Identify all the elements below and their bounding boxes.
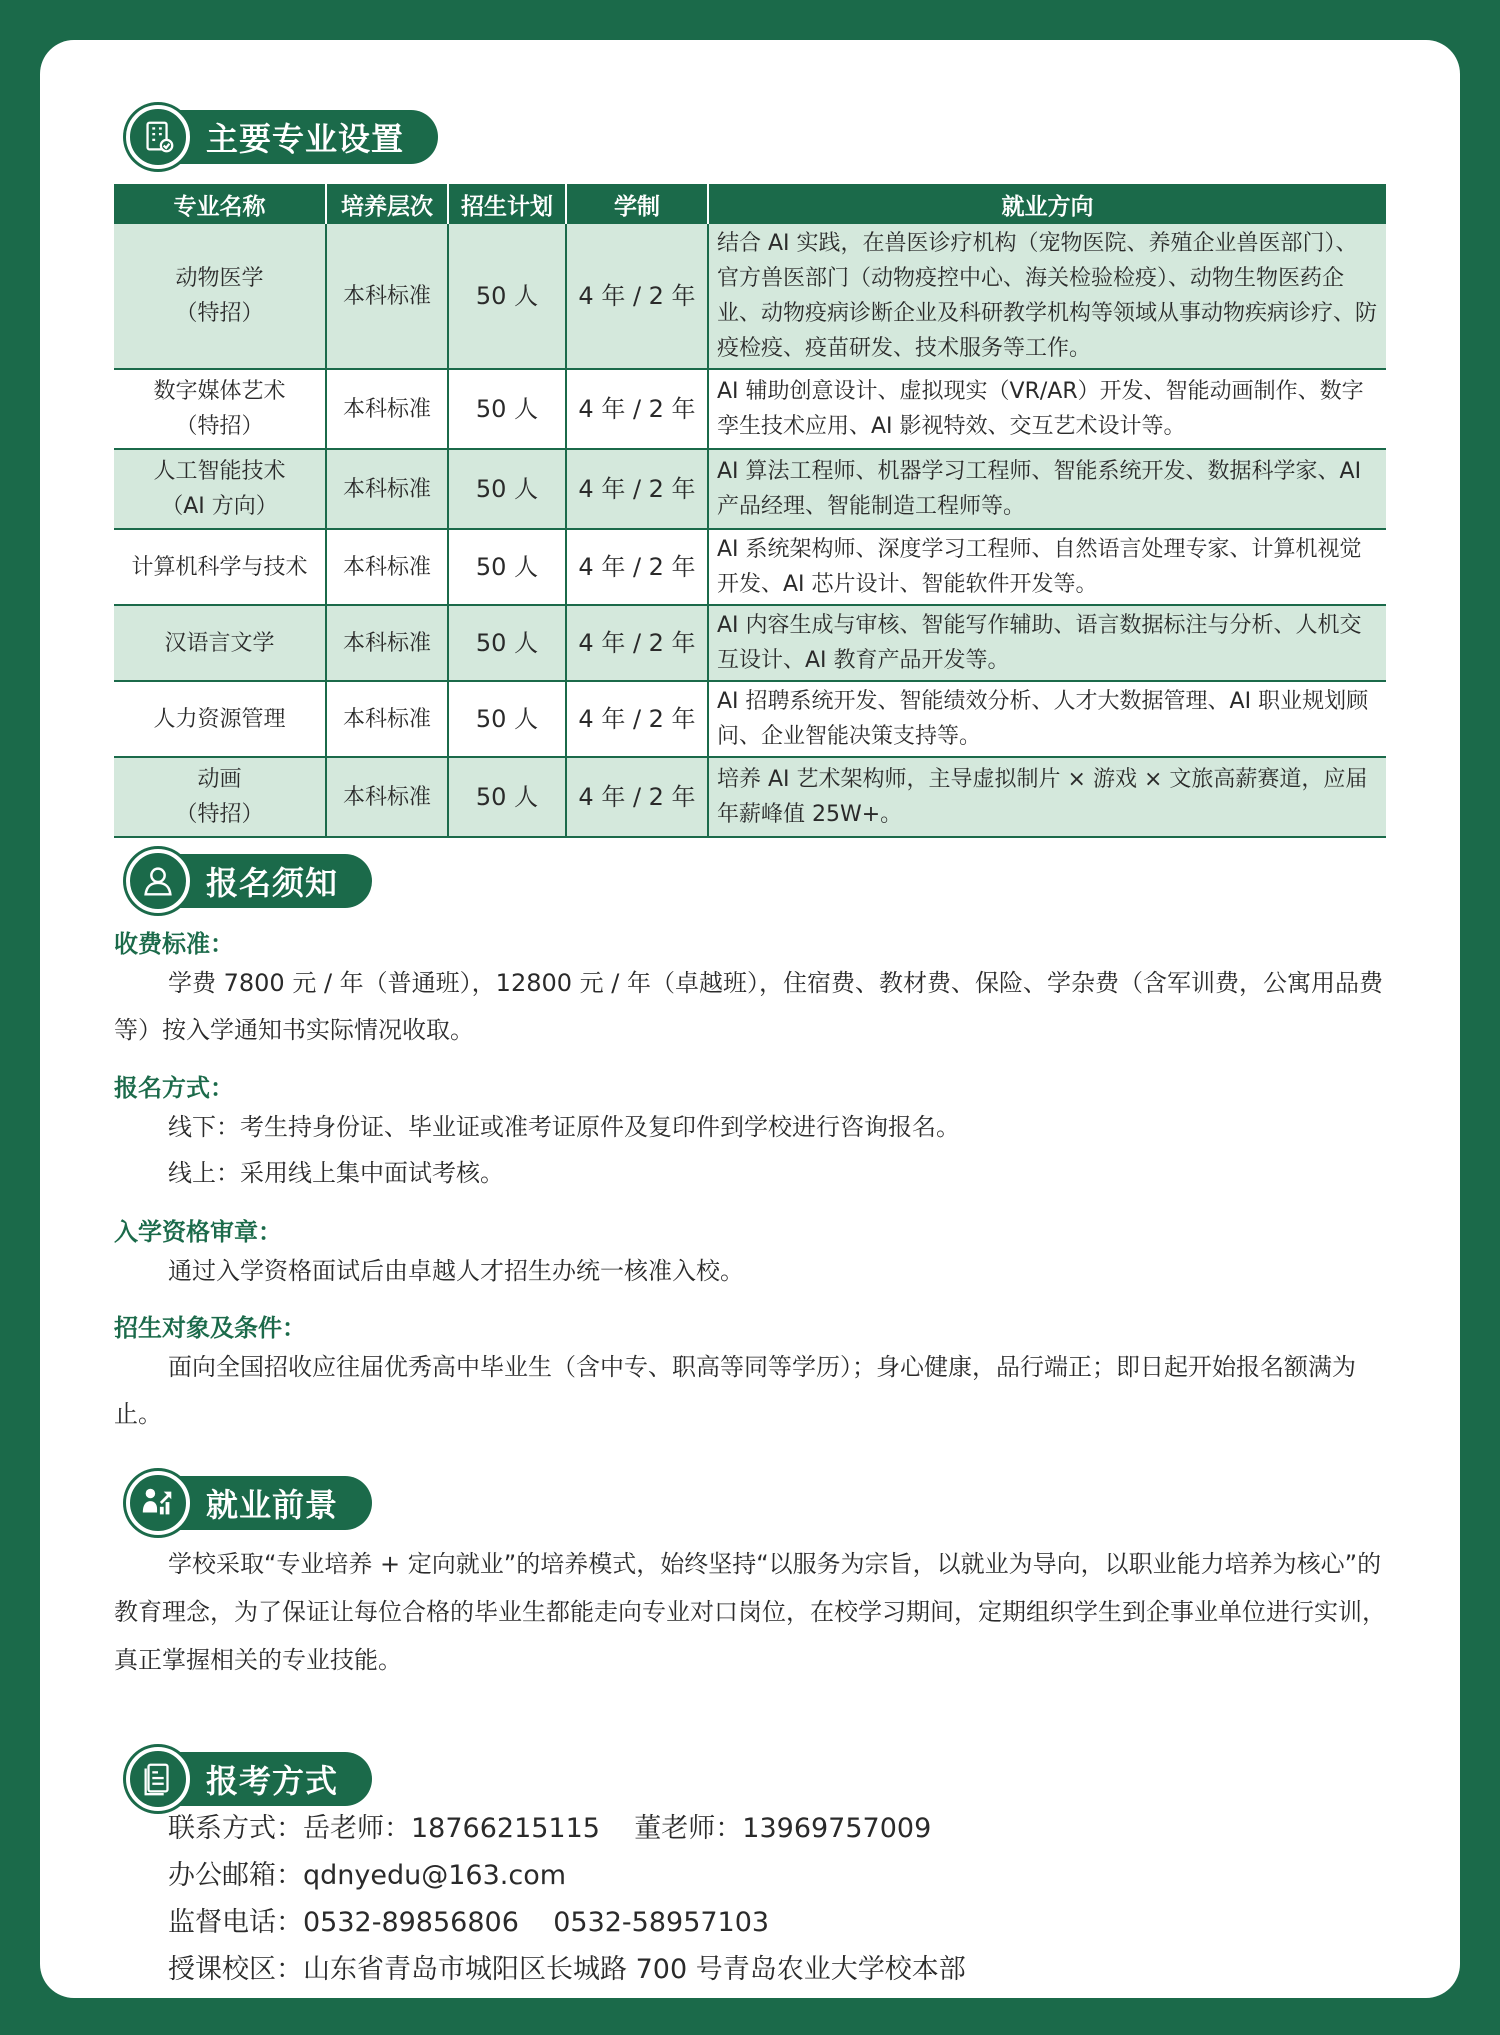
major-name-cell: 动物医学 （特招）	[114, 224, 326, 369]
employ-section-title: 就业前景	[172, 1476, 372, 1530]
major-name-cell: 数字媒体艺术 （特招）	[114, 369, 326, 449]
header-plan: 招生计划	[448, 184, 566, 224]
career-cell: AI 招聘系统开发、智能绩效分析、人才大数据管理、AI 职业规划顾问、企业智能决策支持等。	[708, 681, 1386, 757]
campus-address: 授课校区：山东省青岛市城阳区长城路 700 号青岛农业大学校本部	[168, 1954, 966, 1985]
review-label: 入学资格审章：	[114, 1218, 282, 1246]
plan-cell: 50 人	[448, 681, 566, 757]
table-row	[114, 757, 1386, 837]
contact-email: 办公邮箱：qdnyedu@163.com	[168, 1860, 567, 1891]
level-cell: 本科标准	[326, 605, 448, 681]
building-icon	[126, 105, 190, 169]
plan-cell: 50 人	[448, 224, 566, 369]
employ-section-badge	[126, 1472, 372, 1534]
header-major-name: 专业名称	[114, 184, 326, 224]
level-cell: 本科标准	[326, 449, 448, 529]
career-cell: 培养 AI 艺术架构师，主导虚拟制片 × 游戏 × 文旅高薪赛道，应届年薪峰值 25W+。	[708, 757, 1386, 837]
years-cell: 4 年 / 2 年	[566, 681, 708, 757]
table-row	[114, 529, 1386, 605]
level-cell: 本科标准	[326, 369, 448, 449]
header-years: 学制	[566, 184, 708, 224]
table-row	[114, 605, 1386, 681]
target-text: 面向全国招收应往届优秀高中毕业生（含中专、职高等同等学历）；身心健康，品行端正；即日起开始报名额满为止。	[114, 1353, 1356, 1428]
table-row	[114, 369, 1386, 449]
review-text: 通过入学资格面试后由卓越人才招生办统一核准入校。	[168, 1257, 744, 1285]
years-cell: 4 年 / 2 年	[566, 224, 708, 369]
apply-section-badge	[126, 850, 372, 912]
majors-section-title: 主要专业设置	[172, 110, 438, 164]
table-row	[114, 681, 1386, 757]
years-cell: 4 年 / 2 年	[566, 529, 708, 605]
contact-phone: 联系方式：岳老师：18766215115 董老师：13969757009	[168, 1813, 932, 1844]
online-text: 线上：采用线上集中面试考核。	[168, 1159, 504, 1187]
offline-text: 线下：考生持身份证、毕业证或准考证原件及复印件到学校进行咨询报名。	[168, 1113, 960, 1141]
career-cell: 结合 AI 实践，在兽医诊疗机构（宠物医院、养殖企业兽医部门）、官方兽医部门（动物疫控中心、海关检验检疫）、动物生物医药企业、动物疫病诊断企业及科研教学机构等领域从事动物疾病诊疗、防疫检疫、疫苗研发、技术服务等工作。	[708, 224, 1386, 369]
content-card	[40, 40, 1460, 1998]
exam-section-badge	[126, 1748, 372, 1810]
major-name-cell: 计算机科学与技术	[114, 529, 326, 605]
header-level: 培养层次	[326, 184, 448, 224]
years-cell: 4 年 / 2 年	[566, 369, 708, 449]
table-row	[114, 224, 1386, 369]
level-cell: 本科标准	[326, 529, 448, 605]
career-cell: AI 辅助创意设计、虚拟现实（VR/AR）开发、智能动画制作、数字孪生技术应用、AI 影视特效、交互艺术设计等。	[708, 369, 1386, 449]
level-cell: 本科标准	[326, 224, 448, 369]
plan-cell: 50 人	[448, 605, 566, 681]
years-cell: 4 年 / 2 年	[566, 605, 708, 681]
plan-cell: 50 人	[448, 757, 566, 837]
target-label: 招生对象及条件：	[114, 1314, 306, 1342]
person-icon	[126, 849, 190, 913]
plan-cell: 50 人	[448, 369, 566, 449]
table-header-row	[114, 184, 1386, 224]
major-name-cell: 人力资源管理	[114, 681, 326, 757]
fee-text: 学费 7800 元 / 年（普通班），12800 元 / 年（卓越班），住宿费、教材费、保险、学杂费（含军训费，公寓用品费等）按入学通知书实际情况收取。	[114, 969, 1383, 1044]
plan-cell: 50 人	[448, 449, 566, 529]
major-name-cell: 人工智能技术 （AI 方向）	[114, 449, 326, 529]
header-career: 就业方向	[708, 184, 1386, 224]
method-label: 报名方式：	[114, 1074, 234, 1102]
majors-section-badge	[126, 106, 438, 168]
years-cell: 4 年 / 2 年	[566, 449, 708, 529]
major-name-cell: 汉语言文学	[114, 605, 326, 681]
career-cell: AI 内容生成与审核、智能写作辅助、语言数据标注与分析、人机交互设计、AI 教育产品开发等。	[708, 605, 1386, 681]
major-name-cell: 动画 （特招）	[114, 757, 326, 837]
majors-table	[114, 184, 1386, 838]
supervise-phone: 监督电话：0532-89856806 0532-58957103	[168, 1907, 770, 1938]
years-cell: 4 年 / 2 年	[566, 757, 708, 837]
growth-icon	[126, 1471, 190, 1535]
employ-text: 学校采取“专业培养 + 定向就业”的培养模式，始终坚持“以服务为宗旨，以就业为导向，以职业能力培养为核心”的教育理念，为了保证让每位合格的毕业生都能走向专业对口岗位，在校学习期间，定期组织学生到企事业单位进行实训，真正掌握相关的专业技能。	[114, 1550, 1386, 1674]
document-icon	[126, 1747, 190, 1811]
level-cell: 本科标准	[326, 757, 448, 837]
exam-section-title: 报考方式	[172, 1752, 372, 1806]
table-row	[114, 449, 1386, 529]
plan-cell: 50 人	[448, 529, 566, 605]
level-cell: 本科标准	[326, 681, 448, 757]
apply-section-title: 报名须知	[172, 854, 372, 908]
fee-label: 收费标准：	[114, 930, 234, 958]
career-cell: AI 算法工程师、机器学习工程师、智能系统开发、数据科学家、AI 产品经理、智能制造工程师等。	[708, 449, 1386, 529]
career-cell: AI 系统架构师、深度学习工程师、自然语言处理专家、计算机视觉开发、AI 芯片设计、智能软件开发等。	[708, 529, 1386, 605]
